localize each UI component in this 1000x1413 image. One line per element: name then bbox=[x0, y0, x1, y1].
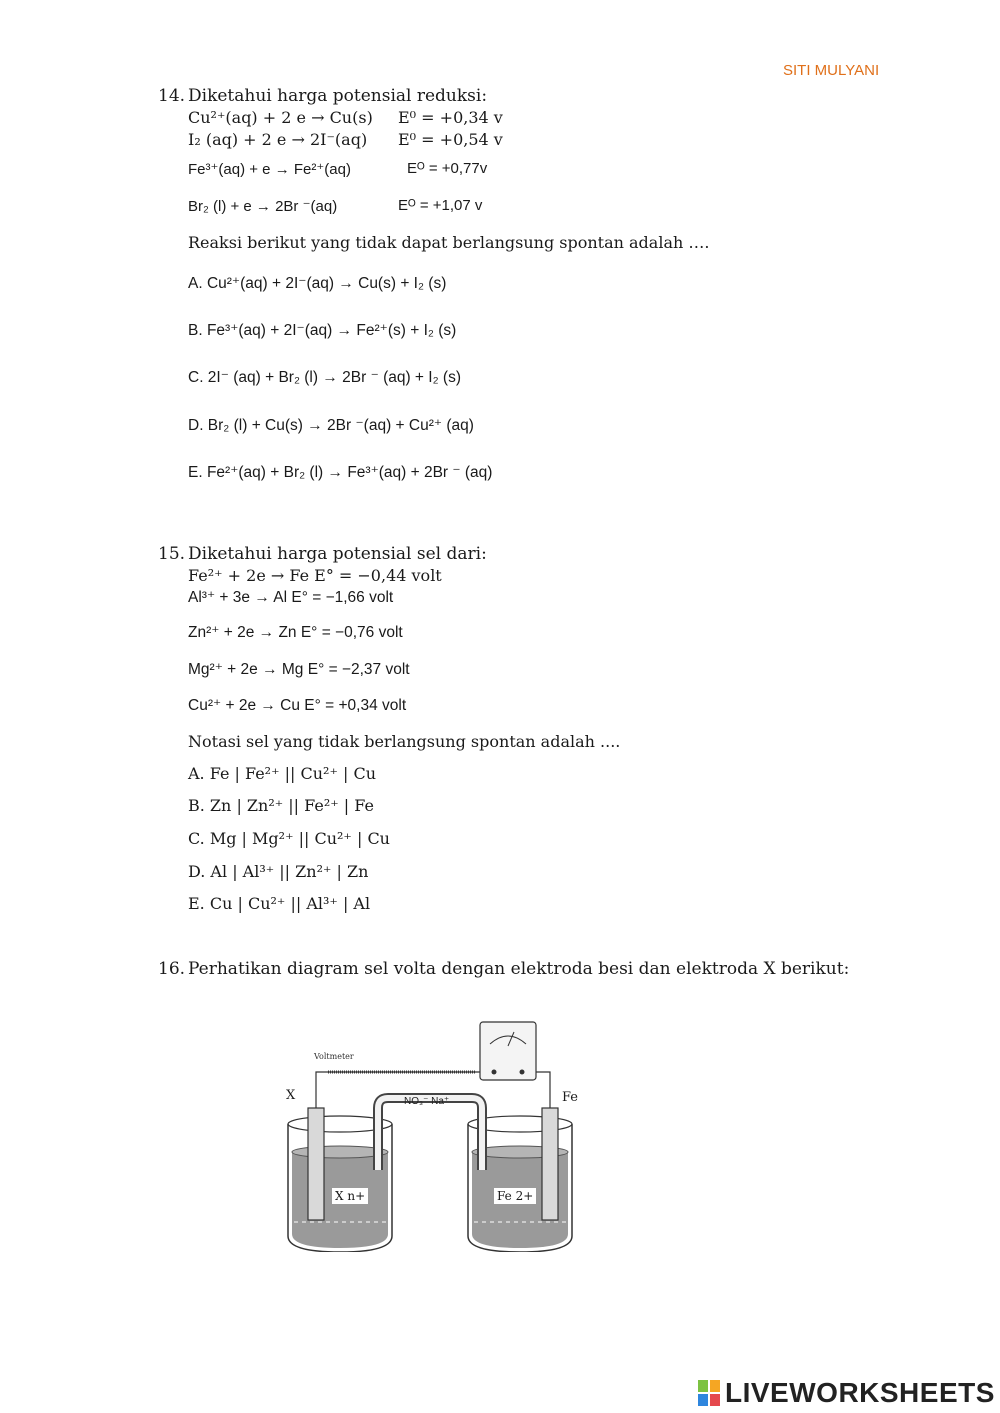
liveworksheets-icon bbox=[697, 1379, 721, 1407]
q14-option-a[interactable]: A. Cu²⁺(aq) + 2I⁻(aq) → Cu(s) + I₂ (s) bbox=[188, 275, 447, 292]
q14-e-1: E⁰ = +0,34 v bbox=[398, 108, 503, 127]
q14-option-b[interactable]: B. Fe³⁺(aq) + 2I⁻(aq) → Fe²⁺(s) + I₂ (s) bbox=[188, 322, 457, 339]
fe-ion-label: Fe 2+ bbox=[494, 1188, 536, 1204]
q14-eq-3: Fe³⁺(aq) + e → Fe²⁺(aq) bbox=[188, 161, 351, 178]
salt-bridge bbox=[378, 1098, 482, 1170]
q15-option-d[interactable]: D. Al | Al³⁺ || Zn²⁺ | Zn bbox=[188, 862, 369, 881]
q15-potential-3: Zn²⁺ + 2e → Zn E° = −0,76 volt bbox=[188, 624, 403, 641]
fe-electrode-label: Fe bbox=[562, 1090, 579, 1105]
q14-option-e[interactable]: E. Fe²⁺(aq) + Br₂ (l) → Fe³⁺(aq) + 2Br ⁻ (aq) bbox=[188, 464, 493, 481]
q14-eq-4: Br₂ (l) + e → 2Br ⁻(aq) bbox=[188, 198, 338, 215]
q15-question: Notasi sel yang tidak berlangsung spontan adalah .... bbox=[188, 732, 621, 751]
q15-number: 15. bbox=[158, 544, 186, 564]
fe-electrode bbox=[542, 1108, 558, 1220]
voltaic-cell-diagram bbox=[270, 1012, 590, 1252]
q15-option-b[interactable]: B. Zn | Zn²⁺ || Fe²⁺ | Fe bbox=[188, 796, 374, 815]
q14-e-2: E⁰ = +0,54 v bbox=[398, 130, 503, 149]
voltmeter-label: Voltmeter bbox=[314, 1052, 354, 1061]
q15-potential-1: Fe²⁺ + 2e → Fe E° = −0,44 volt bbox=[188, 566, 442, 585]
q14-number: 14. bbox=[158, 86, 186, 106]
q16-number: 16. bbox=[158, 959, 186, 979]
voltaic-cell-svg bbox=[270, 1012, 590, 1252]
author-label: SITI MULYANI bbox=[783, 62, 880, 79]
liveworksheets-logo[interactable] bbox=[697, 1377, 995, 1409]
x-electrode bbox=[308, 1108, 324, 1220]
q15-intro: Diketahui harga potensial sel dari: bbox=[188, 544, 487, 564]
q14-intro: Diketahui harga potensial reduksi: bbox=[188, 86, 488, 106]
q14-e-3: Eᴼ = +0,77v bbox=[407, 160, 488, 177]
x-electrode-label: X bbox=[286, 1088, 296, 1103]
q14-eq-1: Cu²⁺(aq) + 2 e → Cu(s) bbox=[188, 108, 373, 127]
q15-potential-2: Al³⁺ + 3e → Al E° = −1,66 volt bbox=[188, 589, 394, 606]
brand-text: LIVEWORKSHEETS bbox=[725, 1377, 995, 1408]
x-ion-label: X n+ bbox=[332, 1188, 368, 1204]
voltmeter bbox=[480, 1022, 536, 1080]
q15-potential-4: Mg²⁺ + 2e → Mg E° = −2,37 volt bbox=[188, 661, 410, 678]
q15-option-e[interactable]: E. Cu | Cu²⁺ || Al³⁺ | Al bbox=[188, 894, 371, 913]
q15-option-a[interactable]: A. Fe | Fe²⁺ || Cu²⁺ | Cu bbox=[188, 764, 377, 783]
q14-e-4: Eᴼ = +1,07 v bbox=[398, 197, 483, 214]
q16-text: Perhatikan diagram sel volta dengan elektroda besi dan elektroda X berikut: bbox=[188, 959, 850, 979]
q14-eq-2: I₂ (aq) + 2 e → 2I⁻(aq) bbox=[188, 130, 368, 149]
salt-bridge-label: NO₃⁻ Na⁺ bbox=[404, 1096, 450, 1107]
q15-option-c[interactable]: C. Mg | Mg²⁺ || Cu²⁺ | Cu bbox=[188, 829, 390, 848]
q15-potential-5: Cu²⁺ + 2e → Cu E° = +0,34 volt bbox=[188, 697, 407, 714]
q14-question: Reaksi berikut yang tidak dapat berlangsung spontan adalah …. bbox=[188, 233, 710, 252]
q14-option-d[interactable]: D. Br₂ (l) + Cu(s) → 2Br ⁻(aq) + Cu²⁺ (aq) bbox=[188, 417, 474, 434]
q14-option-c[interactable]: C. 2I⁻ (aq) + Br₂ (l) → 2Br ⁻ (aq) + I₂ (s) bbox=[188, 369, 461, 386]
